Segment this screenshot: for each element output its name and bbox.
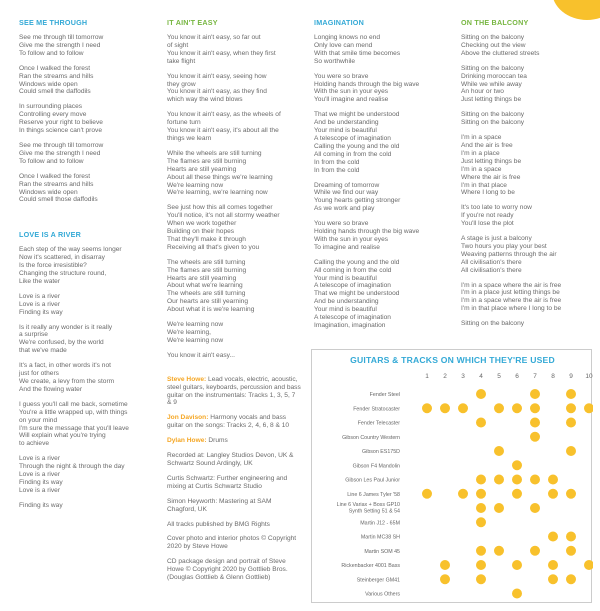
lyric-line: which way the wind blows (167, 96, 243, 104)
lyric-line: About what it is we're learning (167, 306, 255, 314)
lyric-line: Give me the strength I need (19, 41, 101, 49)
lyric-line: Give me the strength I need (19, 149, 101, 157)
lyric-line: You know it ain't easy, seeing how (167, 72, 267, 80)
track-dot (476, 560, 486, 570)
song-title: ON THE BALCONY (461, 18, 529, 27)
stanza (461, 282, 593, 314)
guitar-name: Line 6 Variax + Boss GP10 (336, 502, 400, 508)
lyric-line: Love is a river (19, 455, 61, 463)
track-dot (494, 403, 504, 413)
lyric-line: Controlling every move (19, 111, 87, 119)
lyric-line: Love is a river (19, 292, 61, 300)
guitar-name: Gibson Les Paul Junior (345, 477, 400, 484)
lyric-line: Sitting on the balcony (461, 34, 525, 41)
lyric-line: Dreaming of tomorrow (314, 181, 380, 189)
lyric-line: Love is a river (19, 486, 61, 494)
lyric-line: All coming in from the cold (314, 150, 392, 158)
lyric-line: While the wheels are still turning (167, 149, 262, 157)
lyric-line: I'm in a space where the air is free (461, 297, 562, 305)
lyric-line: And be understanding (314, 298, 379, 306)
stanza (19, 293, 151, 317)
track-dot (494, 475, 504, 485)
stanza (461, 235, 593, 275)
stanza (19, 401, 151, 448)
track-dot (566, 532, 576, 542)
guitar-name: Gibson F4 Mandolin (352, 463, 400, 470)
stanza (314, 182, 448, 214)
track-dot (566, 403, 576, 413)
song-lyrics (167, 34, 301, 360)
lyric-line: The flames are still burning (167, 157, 247, 165)
stanza (19, 362, 151, 394)
track-dot (548, 475, 558, 485)
album-credits (167, 376, 301, 582)
lyric-line: A stage is just a balcony (461, 235, 532, 243)
track-dot (530, 475, 540, 485)
guitar-name: Martin J12 - 65M (360, 520, 400, 527)
lyric-line: All coming in from the cold (314, 266, 392, 274)
lyric-line: Windows wide open (19, 80, 78, 88)
track-number: 3 (461, 373, 465, 380)
lyric-line: Where the air is free (461, 173, 521, 181)
song-title: LOVE IS A RIVER (19, 230, 81, 240)
lyric-line: Is the force irresistible? (19, 262, 87, 270)
song-lyrics (19, 246, 151, 509)
lyric-line: Imagination, imagination (314, 322, 386, 329)
lyric-line: Only love can mend (314, 41, 373, 49)
lyric-line: We're learning now (167, 181, 224, 189)
lyric-line: We're confused, by the world (19, 339, 104, 347)
lyric-line: We're learning now (167, 336, 224, 344)
guitars-grid (312, 350, 593, 604)
production-note: Cover photo and interior photos © Copyright 2020 by Steve Howe (167, 535, 297, 551)
track-dot (512, 460, 522, 470)
lyric-line: Like the water (19, 277, 61, 285)
stanza (461, 111, 593, 127)
lyric-line: Through the night & through the day (19, 463, 125, 471)
lyric-line: It's a fact, in other words it's not (19, 362, 111, 370)
lyric-line: You know it ain't easy... (167, 351, 235, 359)
lyric-line: In surrounding places (19, 103, 83, 111)
lyric-line: Once I walked the forest (19, 172, 91, 180)
lyric-line: The flames are still burning (167, 266, 247, 274)
song-lyrics (314, 34, 448, 330)
track-number: 6 (515, 373, 519, 380)
lyric-line: I'm in a space (461, 165, 502, 173)
track-dot (512, 403, 522, 413)
track-dot (584, 560, 593, 570)
lyric-line: take flight (167, 57, 196, 65)
stanza (461, 320, 593, 328)
lyric-line: to achieve (19, 440, 50, 448)
lyric-line: Where I long to be (461, 189, 515, 197)
track-dot (440, 560, 450, 570)
guitar-name: Gibson ES175D (362, 449, 400, 455)
member-role: Harmony vocals and bass guitar on the songs: Tracks 2, 4, 6, 8 & 10 (167, 414, 290, 430)
guitar-name: Fender Telecaster (357, 420, 400, 427)
lyric-line: Finding its way (19, 308, 63, 316)
lyric-line: If you're not ready (461, 212, 514, 220)
track-dot (512, 560, 522, 570)
lyric-line: Will explain what you're trying (19, 432, 106, 440)
track-dot (512, 489, 522, 499)
lyric-line: See just how this all comes together (167, 204, 273, 212)
lyric-line: About what we're learning (167, 282, 243, 290)
track-number: 8 (551, 373, 555, 380)
song-lyrics (19, 34, 151, 204)
track-dot (476, 489, 486, 499)
lyric-line: things we learn (167, 134, 212, 142)
lyric-line: Hearts are still yearning (167, 274, 237, 282)
stanza (167, 321, 301, 345)
stanza (461, 204, 593, 228)
track-dot (422, 403, 432, 413)
stanza (19, 103, 151, 135)
track-dot (584, 403, 593, 413)
lyric-line: I'm in that place (461, 181, 507, 189)
track-dot (548, 560, 558, 570)
lyric-line: That we might be understood (314, 290, 400, 298)
track-dot (476, 389, 486, 399)
lyric-line: A telescope of imagination (314, 134, 391, 142)
lyric-line: Ran the streams and hills (19, 72, 94, 80)
lyric-line: Calling the young and the old (314, 142, 400, 150)
lyric-line: So worthwhile (314, 57, 356, 65)
track-dot (530, 432, 540, 442)
lyric-line: With the sun in your eyes (314, 88, 389, 96)
lyric-line: Each step of the way seems longer (19, 246, 122, 254)
stanza (19, 65, 151, 97)
track-dot (494, 503, 504, 513)
lyric-line: I'm in a place (461, 149, 500, 157)
lyric-line: You're a little wrapped up, with things (19, 408, 128, 416)
stanza (314, 73, 448, 105)
lyric-line: You'll lose the plot (461, 220, 514, 228)
song-title: IT AIN'T EASY (167, 18, 218, 27)
lyric-line: Holding hands through the big wave (314, 80, 420, 88)
lyric-line: While we find our way (314, 189, 379, 197)
track-dot (548, 574, 558, 584)
lyric-line: Sitting on the balcony (461, 119, 525, 127)
lyric-line: While we while away (461, 80, 522, 88)
guitar-name: Gibson Country Western (342, 434, 400, 441)
lyric-line: they grow (167, 80, 196, 88)
stanza (167, 150, 301, 197)
guitars-chart (311, 349, 592, 603)
member-credit (167, 414, 301, 430)
track-dot (494, 546, 504, 556)
guitar-name: Fender Stratocaster (353, 406, 400, 413)
lyric-line: just for others (19, 370, 59, 378)
lyric-line: Receiving all that's given to you (167, 243, 260, 251)
lyric-line: Sitting on the balcony (461, 320, 525, 328)
song-title: SEE ME THROUGH (19, 18, 88, 27)
lyric-line: Now it's scattered, in disarray (19, 254, 105, 262)
sun-graphic (552, 0, 600, 20)
lyric-line: on your mind (19, 416, 58, 424)
lyric-line: We create, a levy from the storm (19, 378, 115, 385)
track-dot (422, 489, 432, 499)
lyric-line: Just letting things be (461, 96, 522, 104)
lyric-line: Changing the structure round, (19, 270, 107, 278)
stanza (314, 111, 448, 174)
lyric-line: Hearts are still yearning (167, 165, 237, 173)
guitar-name: Line 6 James Tyler '58 (347, 491, 400, 498)
lyric-line: Our hearts are still yearning (167, 298, 248, 306)
stanza (167, 204, 301, 251)
member-credit (167, 376, 301, 408)
lyric-line: Once I walked the forest (19, 64, 91, 72)
track-dot (566, 546, 576, 556)
track-dot (566, 389, 576, 399)
lyric-line: Reserve your right to believe (19, 119, 103, 127)
member-name: Steve Howe: (167, 375, 207, 383)
song-title: IMAGINATION (314, 18, 364, 27)
track-dot (548, 489, 558, 499)
lyric-line: It's too late to worry now (461, 204, 532, 212)
track-dot (566, 418, 576, 428)
lyric-line: You know it ain't easy, so far out (167, 34, 261, 41)
lyric-line: Finding its way (19, 501, 63, 509)
track-dot (566, 574, 576, 584)
stanza (314, 34, 448, 66)
track-dot (530, 546, 540, 556)
member-credit (167, 437, 301, 445)
lyric-line: And the air is free (461, 141, 513, 149)
lyric-line: With the sun in your eyes (314, 235, 389, 243)
track-dot (530, 403, 540, 413)
lyrics-column-4 (461, 18, 593, 335)
lyric-line: Weaving patterns through the air (461, 250, 557, 258)
guitar-name: Steinberger GM41 (356, 577, 400, 584)
lyric-line: I'm in a place just letting things be (461, 289, 560, 297)
guitar-name: Rickenbacker 4001 Bass (341, 563, 400, 569)
production-note: All tracks published by BMG Rights (167, 520, 270, 528)
track-number: 7 (533, 373, 537, 380)
track-dot (476, 517, 486, 527)
lyric-line: That we might be understood (314, 111, 400, 119)
track-dot (548, 532, 558, 542)
track-dot (530, 389, 540, 399)
track-dot (494, 446, 504, 456)
lyric-line: All civilisation's there (461, 266, 522, 274)
lyric-line: Sitting on the balcony (461, 64, 525, 72)
lyric-line: You'll imagine and realise (314, 96, 389, 104)
production-note: CD package design and portrait of Steve Howe © Copyright 2020 by Gottlieb Bros. (Douglas Gottlieb & Glenn Gottlieb) (167, 558, 288, 582)
track-dot (440, 574, 450, 584)
lyric-line: All civilisation's there (461, 258, 522, 266)
production-note: Curtis Schwartz: Further engineering and mixing at Curtis Schwartz Studio (167, 474, 288, 490)
lyric-line: Ran the streams and hills (19, 180, 94, 188)
lyric-line: A telescope of imagination (314, 282, 391, 290)
track-dot (530, 503, 540, 513)
track-number: 10 (585, 373, 593, 380)
track-number: 2 (443, 373, 447, 380)
lyric-line: See me through till tomorrow (19, 34, 104, 41)
track-dot (476, 503, 486, 513)
lyric-line: You know it ain't easy, as the wheels of (167, 111, 281, 119)
production-note: Recorded at: Langley Studios Devon, UK & Schwartz Sound Ardingly, UK (167, 452, 294, 467)
lyric-line: Your mind is beautiful (314, 306, 377, 314)
stanza (19, 455, 151, 495)
lyric-line: Could smell those daffodils (19, 196, 98, 204)
member-name: Jon Davison: (167, 414, 209, 422)
stanza (19, 246, 151, 286)
lyric-line: You know it ain't easy, as they find (167, 88, 267, 96)
lyric-line: As we work and play (314, 205, 375, 213)
lyric-line: You know it ain't easy, it's about all the (167, 127, 279, 135)
lyric-line: To follow and to follow (19, 49, 84, 57)
lyric-line: To follow and to follow (19, 157, 84, 165)
member-credits (167, 376, 301, 445)
lyric-line: In from the cold (314, 166, 360, 174)
lyric-line: About all these things we're learning (167, 173, 273, 181)
lyric-line: I guess you'll call me back, sometime (19, 400, 128, 408)
stanza (461, 65, 593, 105)
lyric-line: That they'll make it through (167, 235, 246, 243)
stanza (167, 259, 301, 314)
lyric-line: Above the cluttered streets (461, 49, 540, 57)
stanza (314, 259, 448, 330)
track-dot (530, 418, 540, 428)
track-number: 9 (569, 373, 573, 380)
lyric-line: With that smile time becomes (314, 49, 401, 57)
member-name: Dylan Howe: (167, 437, 207, 445)
stanza (167, 34, 301, 66)
lyric-line: Drinking moroccan tea (461, 72, 527, 80)
lyric-line: Two hours you play your best (461, 242, 547, 250)
track-dot (458, 489, 468, 499)
lyric-line: We're learning now (167, 321, 224, 329)
lyrics-column-1 (19, 18, 151, 517)
lyric-line: The wheels are still turning (167, 290, 246, 298)
track-dot (566, 446, 576, 456)
stanza (19, 34, 151, 58)
lyric-line: a surprise (19, 331, 48, 339)
lyrics-column-3 (314, 18, 448, 337)
lyric-line: Checking out the view (461, 41, 526, 49)
lyric-line: I'm sure the message that you'll leave (19, 424, 129, 432)
track-dot (476, 574, 486, 584)
lyric-line: Love is a river (19, 471, 61, 479)
stanza (167, 111, 301, 143)
track-dot (512, 589, 522, 599)
track-number: 1 (425, 373, 429, 380)
lyric-line: Windows wide open (19, 188, 78, 196)
lyric-line: Your mind is beautiful (314, 127, 377, 135)
guitar-name: Martin SOM 45 (364, 548, 400, 555)
stanza (19, 324, 151, 356)
track-dot (566, 489, 576, 499)
track-dot (476, 475, 486, 485)
lyric-line: A telescope of imagination (314, 314, 391, 322)
lyric-line: Love is a river (19, 300, 61, 308)
track-number: 5 (497, 373, 501, 380)
lyric-line: Your mind is beautiful (314, 274, 377, 282)
stanza (167, 73, 301, 105)
chart-title: GUITARS & TRACKS ON WHICH THEY'RE USED (350, 355, 555, 365)
lyric-line: You were so brave (314, 72, 369, 80)
guitar-name: Fender Steel (369, 392, 400, 398)
lyric-line: Finding its way (19, 478, 63, 486)
lyric-line: You were so brave (314, 220, 369, 228)
lyric-line: You know it ain't easy, when they first (167, 49, 276, 57)
stanza (167, 352, 301, 360)
stanza (461, 34, 593, 58)
song-lyrics (461, 34, 593, 328)
stanza (314, 220, 448, 252)
lyric-line: I'm in that place where I long to be (461, 305, 562, 313)
track-dot (458, 403, 468, 413)
lyric-line: An hour or two (461, 88, 504, 96)
lyric-line: And be understanding (314, 119, 379, 127)
lyric-line: Just letting things be (461, 157, 522, 165)
track-dot (440, 403, 450, 413)
member-role: Drums (206, 437, 228, 445)
lyric-line: To imagine and realise (314, 243, 380, 251)
lyric-line: In things science can't prove (19, 127, 102, 135)
guitar-name: Synth Setting 51 & 54 (348, 508, 400, 515)
guitar-name: Various Others (365, 591, 400, 598)
stanza (19, 142, 151, 166)
production-notes (167, 452, 301, 582)
lyric-line: Sitting on the balcony (461, 111, 525, 119)
lyric-line: We're learning, we're learning now (167, 189, 268, 197)
member-role: Lead vocals, electric, acoustic, steel guitars, keyboards, percussion and bass guitar on the instrumentals: Tracks 1, 3, 5, 7 & 9 (167, 375, 301, 407)
track-dot (476, 418, 486, 428)
lyric-line: Young hearts getting stronger (314, 197, 401, 205)
lyric-line: Could smell the daffodils (19, 88, 91, 96)
lyric-line: See me through till tomorrow (19, 141, 104, 149)
lyric-line: fortune turn (167, 119, 201, 127)
lyric-line: I'm in a space (461, 134, 502, 142)
lyric-line: You'll notice, it's not all stormy weather (167, 212, 280, 220)
lyric-line: of sight (167, 41, 189, 49)
stanza (461, 134, 593, 197)
lyric-line: Is it really any wonder is it really (19, 323, 113, 331)
lyric-line: And the flowing water (19, 385, 83, 393)
lyric-line: We're learning, (167, 329, 212, 336)
lyric-line: Building on their hopes (167, 228, 235, 236)
lyric-line: Longing knows no end (314, 34, 380, 41)
lyrics-column-2 (167, 18, 301, 589)
lyric-line: that we've made (19, 347, 67, 355)
track-dot (512, 475, 522, 485)
stanza (19, 502, 151, 510)
production-note: Simon Heyworth: Mastering at SAM Chagford, UK (167, 497, 272, 513)
lyric-line: I'm in a space where the air is free (461, 281, 562, 289)
track-number: 4 (479, 373, 483, 380)
guitar-name: Martin MC38 SH (360, 534, 400, 541)
lyric-line: In from the cold (314, 158, 360, 166)
lyric-line: Calling the young and the old (314, 258, 400, 266)
stanza (19, 173, 151, 205)
lyric-line: Holding hands through the big wave (314, 228, 420, 236)
lyric-line: When we work together (167, 220, 237, 228)
track-dot (476, 546, 486, 556)
lyric-line: The wheels are still turning (167, 258, 246, 266)
